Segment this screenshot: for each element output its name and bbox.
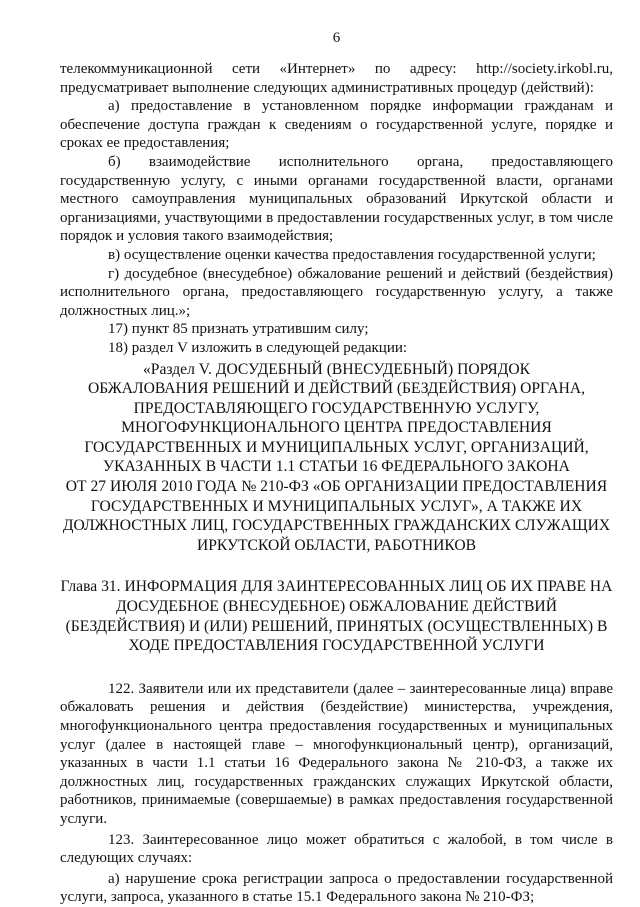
section-heading-line: ДОЛЖНОСТНЫХ ЛИЦ, ГОСУДАРСТВЕННЫХ ГРАЖДАНСКИХ СЛУЖАЩИХ [62,517,611,535]
chapter-heading [60,577,613,655]
section-heading-line: ИРКУТСКОЙ ОБЛАСТИ, РАБОТНИКОВ [196,536,477,554]
paragraph-item-17: 17) пункт 85 признать утратившим силу; [108,321,369,338]
chapter-heading-line: Глава 31. ИНФОРМАЦИЯ ДЛЯ ЗАИНТЕРЕСОВАННЫХ ЛИЦ ОБ ИХ ПРАВЕ НА [60,578,613,596]
section-heading-line: ОБЖАЛОВАНИЯ РЕШЕНИЙ И ДЕЙСТВИЙ (БЕЗДЕЙСТВИЯ) ОРГАНА, [87,380,586,398]
section-heading-line: ГОСУДАРСТВЕННЫХ И МУНИЦИПАЛЬНЫХ УСЛУГ, ОРГАНИЗАЦИЙ, [84,438,589,456]
section-heading-line: «Раздел V. ДОСУДЕБНЫЙ (ВНЕСУДЕБНЫЙ) ПОРЯДОК [142,360,531,378]
section-heading-line: УКАЗАННЫХ В ЧАСТИ 1.1 СТАТЬИ 16 ФЕДЕРАЛЬНОГО ЗАКОНА [103,458,570,476]
paragraph-123-item-a: а) нарушение срока регистрации запроса о предоставлении государственной услуги, запроса, указанного в статье 15.1 Федерального закона № 210-ФЗ; [60,870,613,906]
page-number: 6 [332,30,341,46]
section-heading-line: ПРЕДОСТАВЛЯЮЩЕГО ГОСУДАРСТВЕННУЮ УСЛУГУ, [133,399,540,417]
section-heading-line: ГОСУДАРСТВЕННЫХ И МУНИЦИПАЛЬНЫХ УСЛУГ», А ТАКЖЕ ИХ [90,497,583,515]
paragraph-item-a: а) предоставление в установленном порядке информации гражданам и обеспечение доступа граждан к сведениям о государственной услуге, порядке и сроках ее предоставления; [60,98,613,152]
paragraph-item-b: б) взаимодействие исполнительного органа, предоставляющего государственную услугу, с иными органами государственной власти, органами местного самоуправления муниципальных образований Иркутской области и организациями, участвующими в предоставлении государственных услуг, в том числе порядок и условия такого взаимодействия; [60,153,613,245]
chapter-heading-line: ДОСУДЕБНОЕ (ВНЕСУДЕБНОЕ) ОБЖАЛОВАНИЕ ДЕЙСТВИЙ [116,598,557,616]
document-page [60,0,613,905]
paragraph-item-18: 18) раздел V изложить в следующей редакции: [108,339,408,356]
section-heading-line: ОТ 27 ИЮЛЯ 2010 ГОДА № 210-ФЗ «ОБ ОРГАНИЗАЦИИ ПРЕДОСТАВЛЕНИЯ [65,478,608,496]
paragraph-123: 123. Заинтересованное лицо может обратиться с жалобой, в том числе в следующих случаях: [60,831,613,867]
chapter-heading-line: ХОДЕ ПРЕДОСТАВЛЕНИЯ ГОСУДАРСТВЕННОЙ УСЛУГИ [128,637,545,655]
section-heading [60,360,613,556]
chapter-heading-line: (БЕЗДЕЙСТВИЯ) И (ИЛИ) РЕШЕНИЙ, ПРИНЯТЫХ (ОСУЩЕСТВЛЕННЫХ) В [65,617,608,635]
paragraph-item-g: г) досудебное (внесудебное) обжалование решений и действий (бездействия) исполнительного органа, предоставляющего государственную услугу, а также должностных лиц.»; [60,265,613,319]
section-heading-line: МНОГОФУНКЦИОНАЛЬНОГО ЦЕНТРА ПРЕДОСТАВЛЕНИЯ [121,419,552,437]
paragraph-item-v: в) осуществление оценки качества предоставления государственной услуги; [108,246,596,263]
document-body [60,60,613,907]
paragraph-122: 122. Заявители или их представители (далее – заинтересованные лица) вправе обжаловать решения и действия (бездействие) министерства, учреждения, многофункционального центра предоставления государственных и муниципальных услуг (далее в настоящей главе – многофункциональный центр), организаций, указанных в части 1.1 статьи 16 Федерального закона № 210-ФЗ, а также их должностных лиц, государственных гражданских служащих Иркутской области, работников, принимаемые (совершаемые) в рамках предоставления государственной услуги. [60,680,613,827]
paragraph-intro: телекоммуникационной сети «Интернет» по адресу: http://society.irkobl.ru, предусматривает выполнение следующих административных процедур (действий): [60,61,613,96]
